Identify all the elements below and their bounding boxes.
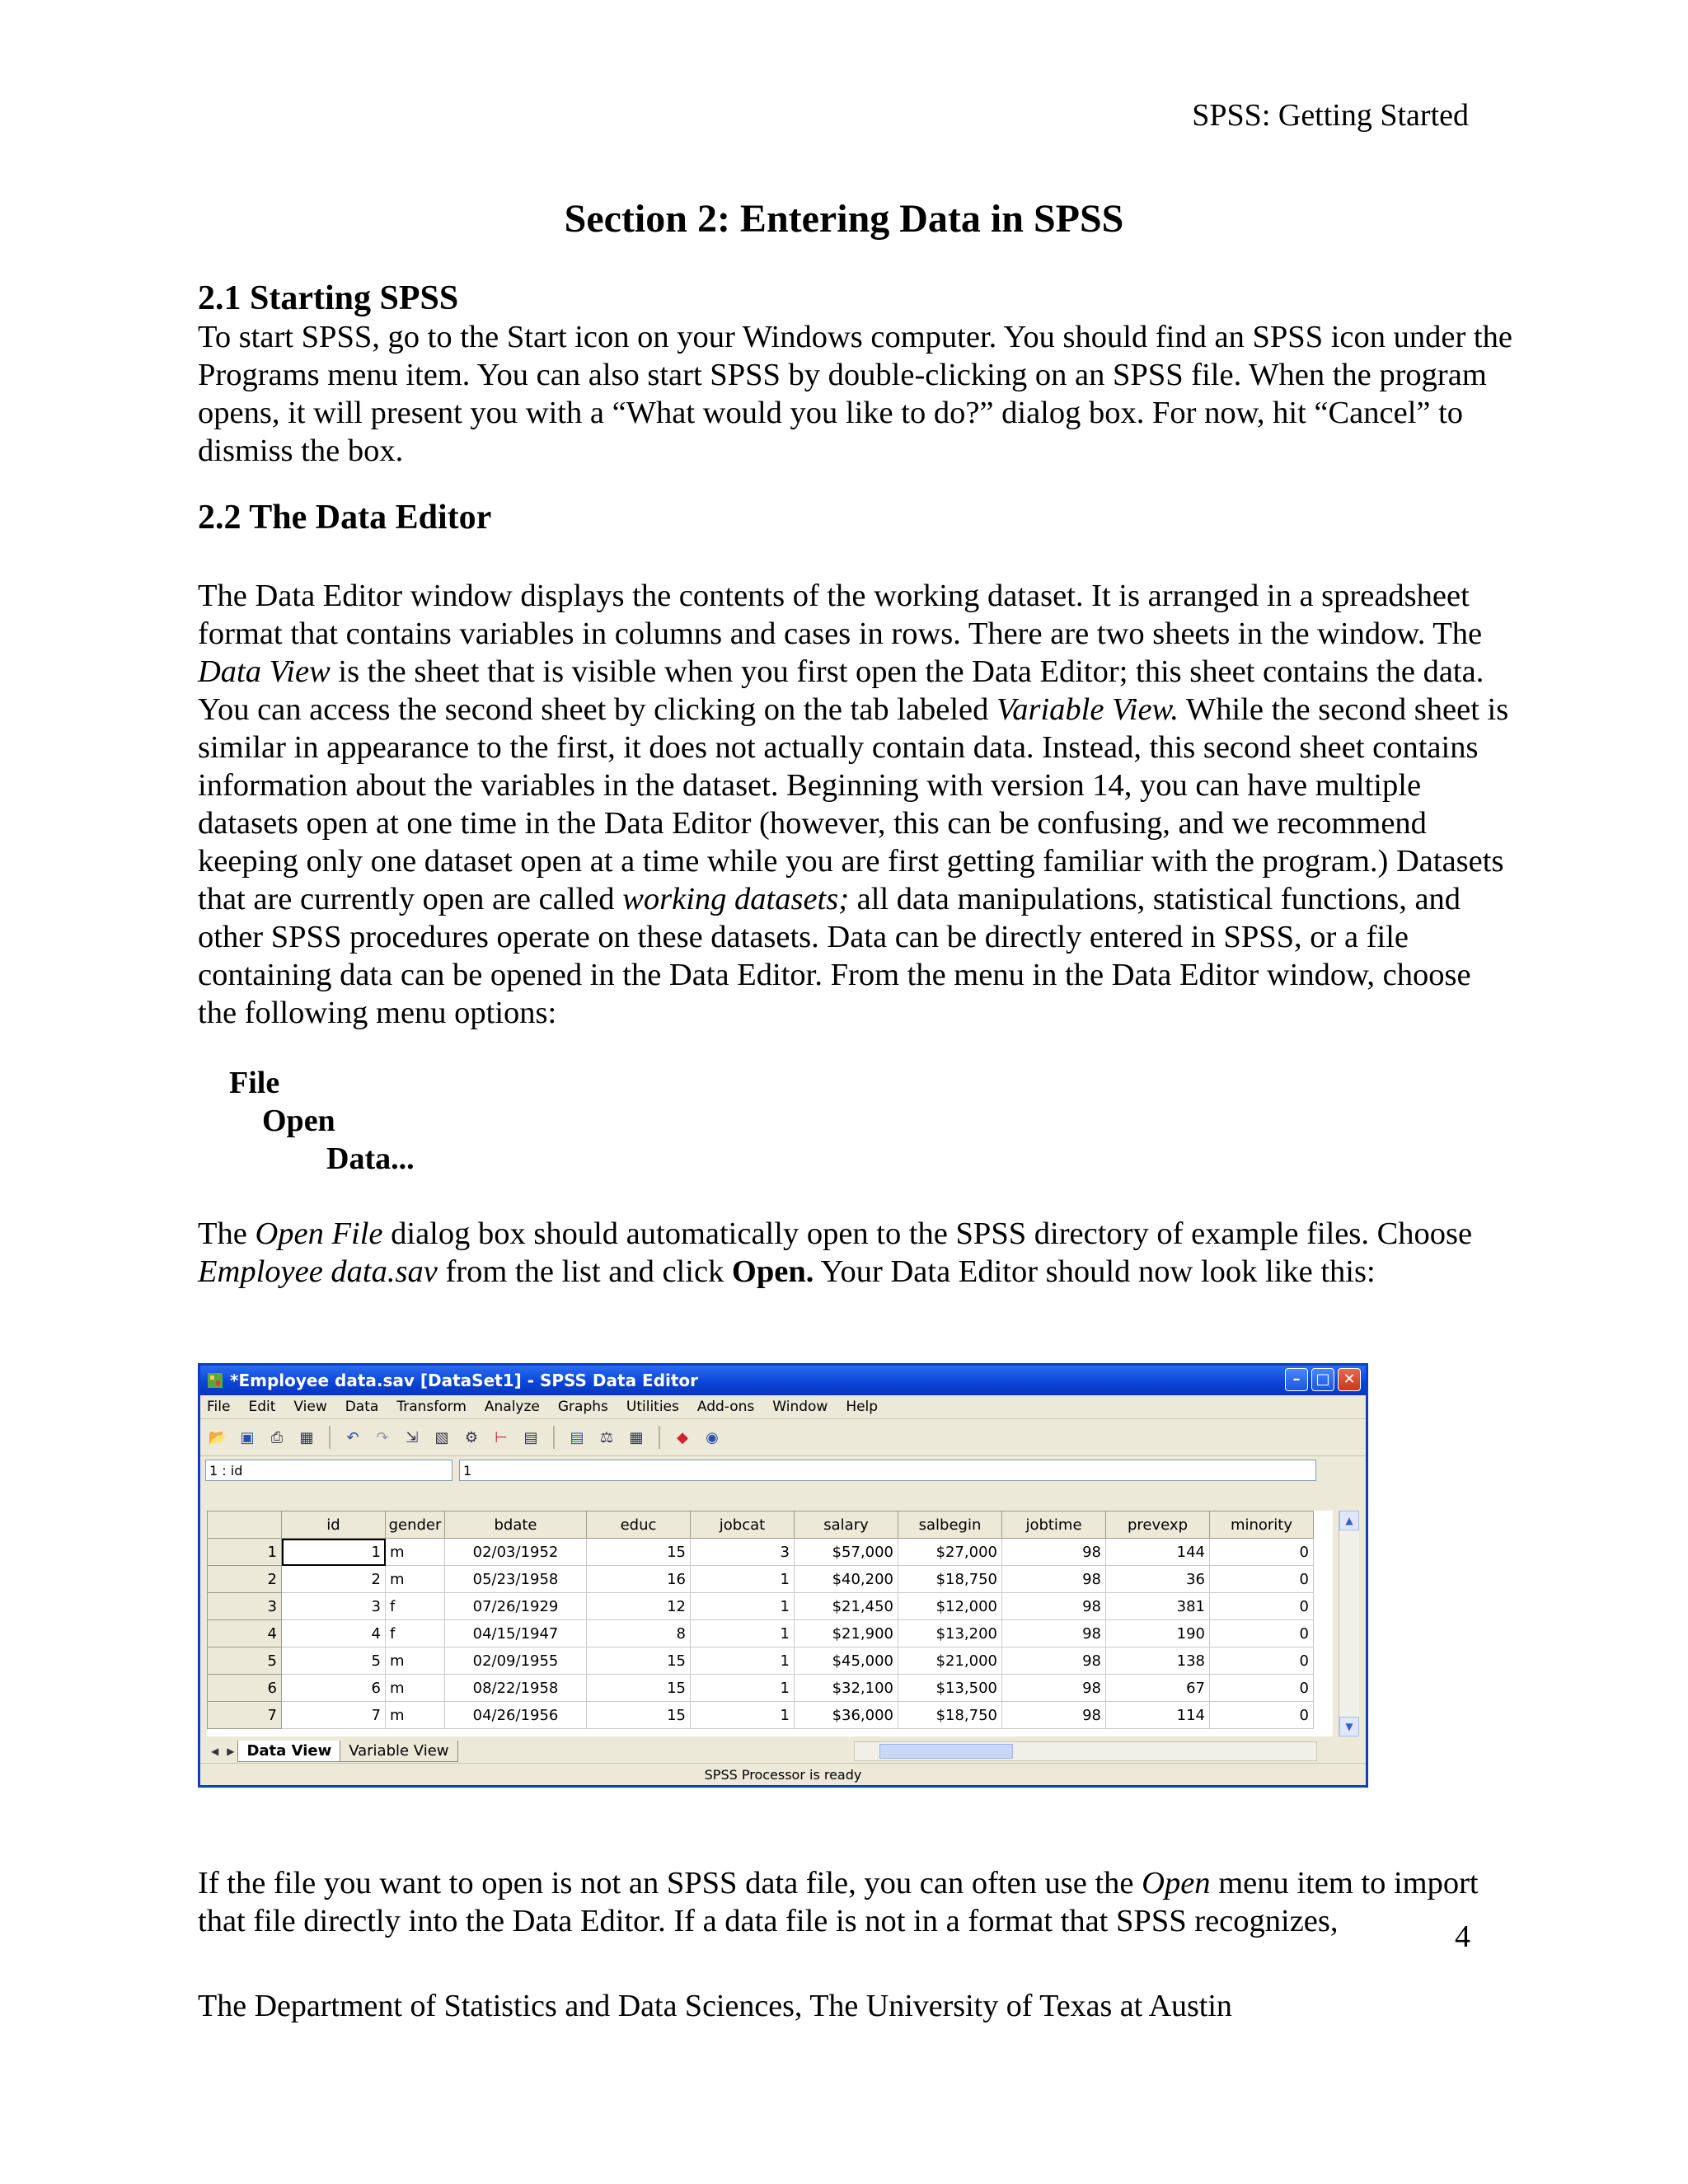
- grid-cell[interactable]: 1: [691, 1647, 795, 1675]
- grid-cell[interactable]: $21,900: [795, 1620, 898, 1647]
- column-header[interactable]: gender: [386, 1511, 445, 1539]
- grid-cell[interactable]: f: [386, 1620, 445, 1647]
- grid-cell[interactable]: $27,000: [898, 1539, 1002, 1566]
- row-header[interactable]: 4: [208, 1620, 282, 1647]
- minimize-icon: –: [1292, 1371, 1301, 1388]
- grid-cell[interactable]: 7: [282, 1702, 386, 1729]
- grid-cell[interactable]: 0: [1210, 1539, 1314, 1566]
- grid-cell[interactable]: 0: [1210, 1675, 1314, 1702]
- grid-cell[interactable]: 138: [1106, 1647, 1210, 1675]
- page-footer: The Department of Statistics and Data Sciences, The University of Texas at Austin: [198, 1989, 1232, 2023]
- grid-cell[interactable]: 15: [587, 1702, 691, 1729]
- row-header[interactable]: 1: [208, 1539, 282, 1566]
- spss-data-editor-window: [198, 1363, 1368, 1788]
- grid-cell[interactable]: $32,100: [795, 1675, 898, 1702]
- grid-cell[interactable]: 67: [1106, 1675, 1210, 1702]
- column-header[interactable]: jobcat: [691, 1511, 795, 1539]
- heading-starting-spss: 2.1 Starting SPSS: [198, 279, 459, 317]
- grid-cell[interactable]: 0: [1210, 1620, 1314, 1647]
- menu-path-file: File: [229, 1066, 280, 1100]
- grid-cell[interactable]: 16: [587, 1566, 691, 1593]
- value-labels-icon[interactable]: ◆: [677, 1428, 688, 1446]
- grid-cell[interactable]: m: [386, 1702, 445, 1729]
- table-row: [208, 1593, 1314, 1620]
- dialog-recall-icon[interactable]: ▦: [299, 1428, 314, 1446]
- tab-variable-view[interactable]: Variable View: [340, 1741, 457, 1762]
- grid-cell[interactable]: 15: [587, 1539, 691, 1566]
- grid-cell[interactable]: m: [386, 1647, 445, 1675]
- horizontal-scroll-thumb[interactable]: [879, 1744, 1013, 1759]
- grid-cell[interactable]: $12,000: [898, 1593, 1002, 1620]
- cell-reference: 1 : id: [205, 1460, 452, 1481]
- grid-cell[interactable]: $13,500: [898, 1675, 1002, 1702]
- menu-data[interactable]: Data: [345, 1399, 379, 1415]
- scroll-up-icon[interactable]: ▲: [1339, 1511, 1359, 1530]
- grid-cell[interactable]: $21,450: [795, 1593, 898, 1620]
- grid-cell[interactable]: 12: [587, 1593, 691, 1620]
- grid-cell[interactable]: 98: [1002, 1620, 1106, 1647]
- grid-cell[interactable]: 144: [1106, 1539, 1210, 1566]
- grid-cell[interactable]: 1: [691, 1593, 795, 1620]
- status-text: SPSS Processor is ready: [704, 1766, 862, 1783]
- menu-analyze[interactable]: Analyze: [484, 1399, 540, 1415]
- grid-cell[interactable]: 3: [282, 1593, 386, 1620]
- use-sets-icon[interactable]: ◉: [706, 1428, 719, 1446]
- section-title: Section 2: Entering Data in SPSS: [564, 197, 1124, 241]
- select-cases-icon[interactable]: ▦: [629, 1428, 644, 1446]
- grid-cell[interactable]: 6: [282, 1675, 386, 1702]
- table-row: [208, 1539, 1314, 1566]
- column-header[interactable]: salary: [795, 1511, 898, 1539]
- window-titlebar: [200, 1366, 1366, 1395]
- status-bar: [200, 1763, 1366, 1785]
- grid-cell[interactable]: 0: [1210, 1647, 1314, 1675]
- grid-cell[interactable]: 98: [1002, 1702, 1106, 1729]
- grid-cell[interactable]: $36,000: [795, 1702, 898, 1729]
- menu-add-ons[interactable]: Add-ons: [696, 1399, 755, 1415]
- grid-cell[interactable]: 3: [691, 1539, 795, 1566]
- weight-cases-icon[interactable]: ⚖: [599, 1428, 614, 1446]
- redo-icon[interactable]: ↷: [376, 1428, 389, 1446]
- scroll-down-icon[interactable]: ▼: [1339, 1717, 1359, 1736]
- menu-path-open: Open: [262, 1104, 335, 1138]
- grid-cell[interactable]: 15: [587, 1675, 691, 1702]
- toolbar-separator: [553, 1426, 555, 1449]
- grid-cell[interactable]: 190: [1106, 1620, 1210, 1647]
- toolbar-separator: [659, 1426, 660, 1449]
- row-header[interactable]: 2: [208, 1566, 282, 1593]
- grid-cell[interactable]: 98: [1002, 1593, 1106, 1620]
- variables-icon[interactable]: ▧: [434, 1428, 449, 1446]
- grid-cell[interactable]: 0: [1210, 1593, 1314, 1620]
- grid-cell[interactable]: 08/22/1958: [445, 1675, 587, 1702]
- grid-cell[interactable]: 05/23/1958: [445, 1566, 587, 1593]
- menubar: [200, 1395, 1366, 1419]
- maximize-icon: □: [1315, 1371, 1330, 1388]
- menu-graphs[interactable]: Graphs: [557, 1399, 608, 1415]
- paragraph-starting-spss: To start SPSS, go to the Start icon on your Windows computer. You should find an SPSS icon under the Programs menu item. You can also start SPSS by double-clicking on an SPSS file. When the program opens, it will present you with a “What would you like to do?” dialog box. For now, hit “Cancel” to dismiss the box.: [198, 320, 1512, 468]
- grid-cell[interactable]: 4: [282, 1620, 386, 1647]
- open-folder-icon[interactable]: 📂: [208, 1428, 227, 1446]
- grid-cell[interactable]: m: [386, 1566, 445, 1593]
- table-row: [208, 1675, 1314, 1702]
- grid-cell[interactable]: 1: [691, 1675, 795, 1702]
- paragraph-data-editor: The Data Editor window displays the contents of the working dataset. It is arranged in a spreadsheet format that contains variables in columns and cases in rows. There are two sheets in the window. The Data View is the sheet that is visible when you first open the Data Editor; this sheet contains the data. You can access the second sheet by clicking on the tab labeled Variable View. While the second sheet is similar in appearance to the first, it does not actually contain data. Instead, this second sheet contains information about the variables in the dataset. Beginning with version 14, you can have multiple datasets open at one time in the Data Editor (however, this can be confusing, and we recommend keeping only one dataset open at a time while you are first getting familiar with the program.) Datasets that are currently open are called working datasets; all data manipulations, statistical functions, and other SPSS procedures operate on these datasets. Data can be directly entered in SPSS, or a file containing data can be opened in the Data Editor. From the menu in the Data Editor window, choose the following menu options:: [198, 579, 1509, 1030]
- grid-cell[interactable]: $13,200: [898, 1620, 1002, 1647]
- column-header[interactable]: id: [282, 1511, 386, 1539]
- find-icon[interactable]: ⚙: [464, 1428, 479, 1446]
- page-number: 4: [1455, 1919, 1470, 1954]
- paragraph-import: If the file you want to open is not an SPSS data file, you can often use the Open menu item to import that file directly into the Data Editor. If a data file is not in a format that SPSS recognizes,: [198, 1866, 1479, 1938]
- toolbar: [200, 1419, 1366, 1456]
- print-icon[interactable]: ⎙: [270, 1428, 284, 1446]
- split-file-icon[interactable]: ▤: [570, 1428, 584, 1446]
- table-row: [208, 1620, 1314, 1647]
- window-title: *Employee data.sav [DataSet1] - SPSS Data Editor: [230, 1371, 699, 1390]
- running-header: SPSS: Getting Started: [1192, 98, 1469, 133]
- insert-case-icon[interactable]: ⊢: [495, 1428, 508, 1446]
- undo-icon[interactable]: ↶: [346, 1428, 359, 1446]
- grid-cell[interactable]: 8: [587, 1620, 691, 1647]
- grid-cell[interactable]: 98: [1002, 1566, 1106, 1593]
- grid-cell[interactable]: 1: [691, 1620, 795, 1647]
- grid-cell[interactable]: 04/26/1956: [445, 1702, 587, 1729]
- column-header[interactable]: salbegin: [898, 1511, 1002, 1539]
- horizontal-scrollbar[interactable]: [854, 1741, 1317, 1761]
- menu-transform[interactable]: Transform: [396, 1399, 467, 1415]
- menu-file[interactable]: File: [207, 1399, 231, 1415]
- grid-cell[interactable]: 15: [587, 1647, 691, 1675]
- cell-editor-bar: [200, 1456, 1366, 1484]
- row-header[interactable]: 5: [208, 1647, 282, 1675]
- data-grid: [207, 1511, 1314, 1729]
- menu-path-data: Data...: [326, 1141, 415, 1176]
- column-header[interactable]: educ: [587, 1511, 691, 1539]
- grid-cell[interactable]: 0: [1210, 1566, 1314, 1593]
- heading-data-editor: 2.2 The Data Editor: [198, 499, 492, 537]
- close-icon: ✕: [1343, 1371, 1356, 1388]
- minimize-button[interactable]: [1285, 1368, 1308, 1391]
- menu-window[interactable]: Window: [772, 1399, 828, 1415]
- grid-cell[interactable]: $57,000: [795, 1539, 898, 1566]
- column-header-row: [208, 1511, 1314, 1539]
- menu-view[interactable]: View: [293, 1399, 327, 1415]
- column-header[interactable]: bdate: [445, 1511, 587, 1539]
- grid-cell[interactable]: m: [386, 1539, 445, 1566]
- grid-cell[interactable]: 1: [691, 1702, 795, 1729]
- grid-cell[interactable]: 0: [1210, 1702, 1314, 1729]
- grid-cell[interactable]: 1: [282, 1539, 386, 1566]
- column-header[interactable]: prevexp: [1106, 1511, 1210, 1539]
- column-header[interactable]: minority: [1210, 1511, 1314, 1539]
- grid-cell[interactable]: 5: [282, 1647, 386, 1675]
- grid-cell[interactable]: 381: [1106, 1593, 1210, 1620]
- row-header[interactable]: 7: [208, 1702, 282, 1729]
- tab-scroll-right-icon[interactable]: ▶: [227, 1746, 235, 1757]
- menu-edit[interactable]: Edit: [248, 1399, 276, 1415]
- row-header[interactable]: 6: [208, 1675, 282, 1702]
- grid-cell[interactable]: $18,750: [898, 1702, 1002, 1729]
- grid-cell[interactable]: 2: [282, 1566, 386, 1593]
- toolbar-separator: [329, 1426, 331, 1449]
- grid-cell[interactable]: 1: [691, 1566, 795, 1593]
- tab-data-view[interactable]: Data View: [237, 1741, 340, 1762]
- save-icon[interactable]: ▣: [240, 1428, 255, 1446]
- cell-value-input[interactable]: 1: [459, 1460, 1316, 1481]
- grid-cell[interactable]: $40,200: [795, 1566, 898, 1593]
- sheet-tabs-bar: [207, 1738, 1361, 1765]
- data-grid-area: [207, 1511, 1333, 1736]
- grid-cell[interactable]: $45,000: [795, 1647, 898, 1675]
- close-button[interactable]: [1338, 1368, 1361, 1391]
- grid-cell[interactable]: f: [386, 1593, 445, 1620]
- tab-scroll-left-icon[interactable]: ◀: [211, 1746, 219, 1757]
- column-header[interactable]: jobtime: [1002, 1511, 1106, 1539]
- goto-case-icon[interactable]: ⇲: [406, 1428, 419, 1446]
- vertical-scrollbar[interactable]: [1339, 1511, 1359, 1736]
- grid-cell[interactable]: 02/09/1955: [445, 1647, 587, 1675]
- grid-cell[interactable]: 04/15/1947: [445, 1620, 587, 1647]
- grid-cell[interactable]: $21,000: [898, 1647, 1002, 1675]
- grid-cell[interactable]: 114: [1106, 1702, 1210, 1729]
- spss-app-icon: [207, 1372, 223, 1389]
- table-row: [208, 1566, 1314, 1593]
- grid-cell[interactable]: 36: [1106, 1566, 1210, 1593]
- table-row: [208, 1702, 1314, 1729]
- grid-cell[interactable]: 98: [1002, 1539, 1106, 1566]
- grid-cell[interactable]: 98: [1002, 1647, 1106, 1675]
- insert-variable-icon[interactable]: ▤: [523, 1428, 538, 1446]
- maximize-button[interactable]: [1311, 1368, 1334, 1391]
- grid-cell[interactable]: $18,750: [898, 1566, 1002, 1593]
- table-row: [208, 1647, 1314, 1675]
- menu-utilities[interactable]: Utilities: [626, 1399, 679, 1415]
- menu-help[interactable]: Help: [846, 1399, 879, 1415]
- corner-cell[interactable]: [208, 1511, 282, 1539]
- paragraph-open-file: The Open File dialog box should automatically open to the SPSS directory of example files. Choose Employee data.sav from the list and click Open. Your Data Editor should now look like this:: [198, 1216, 1473, 1289]
- grid-cell[interactable]: 07/26/1929: [445, 1593, 587, 1620]
- grid-cell[interactable]: 02/03/1952: [445, 1539, 587, 1566]
- grid-cell[interactable]: m: [386, 1675, 445, 1702]
- grid-cell[interactable]: 98: [1002, 1675, 1106, 1702]
- row-header[interactable]: 3: [208, 1593, 282, 1620]
